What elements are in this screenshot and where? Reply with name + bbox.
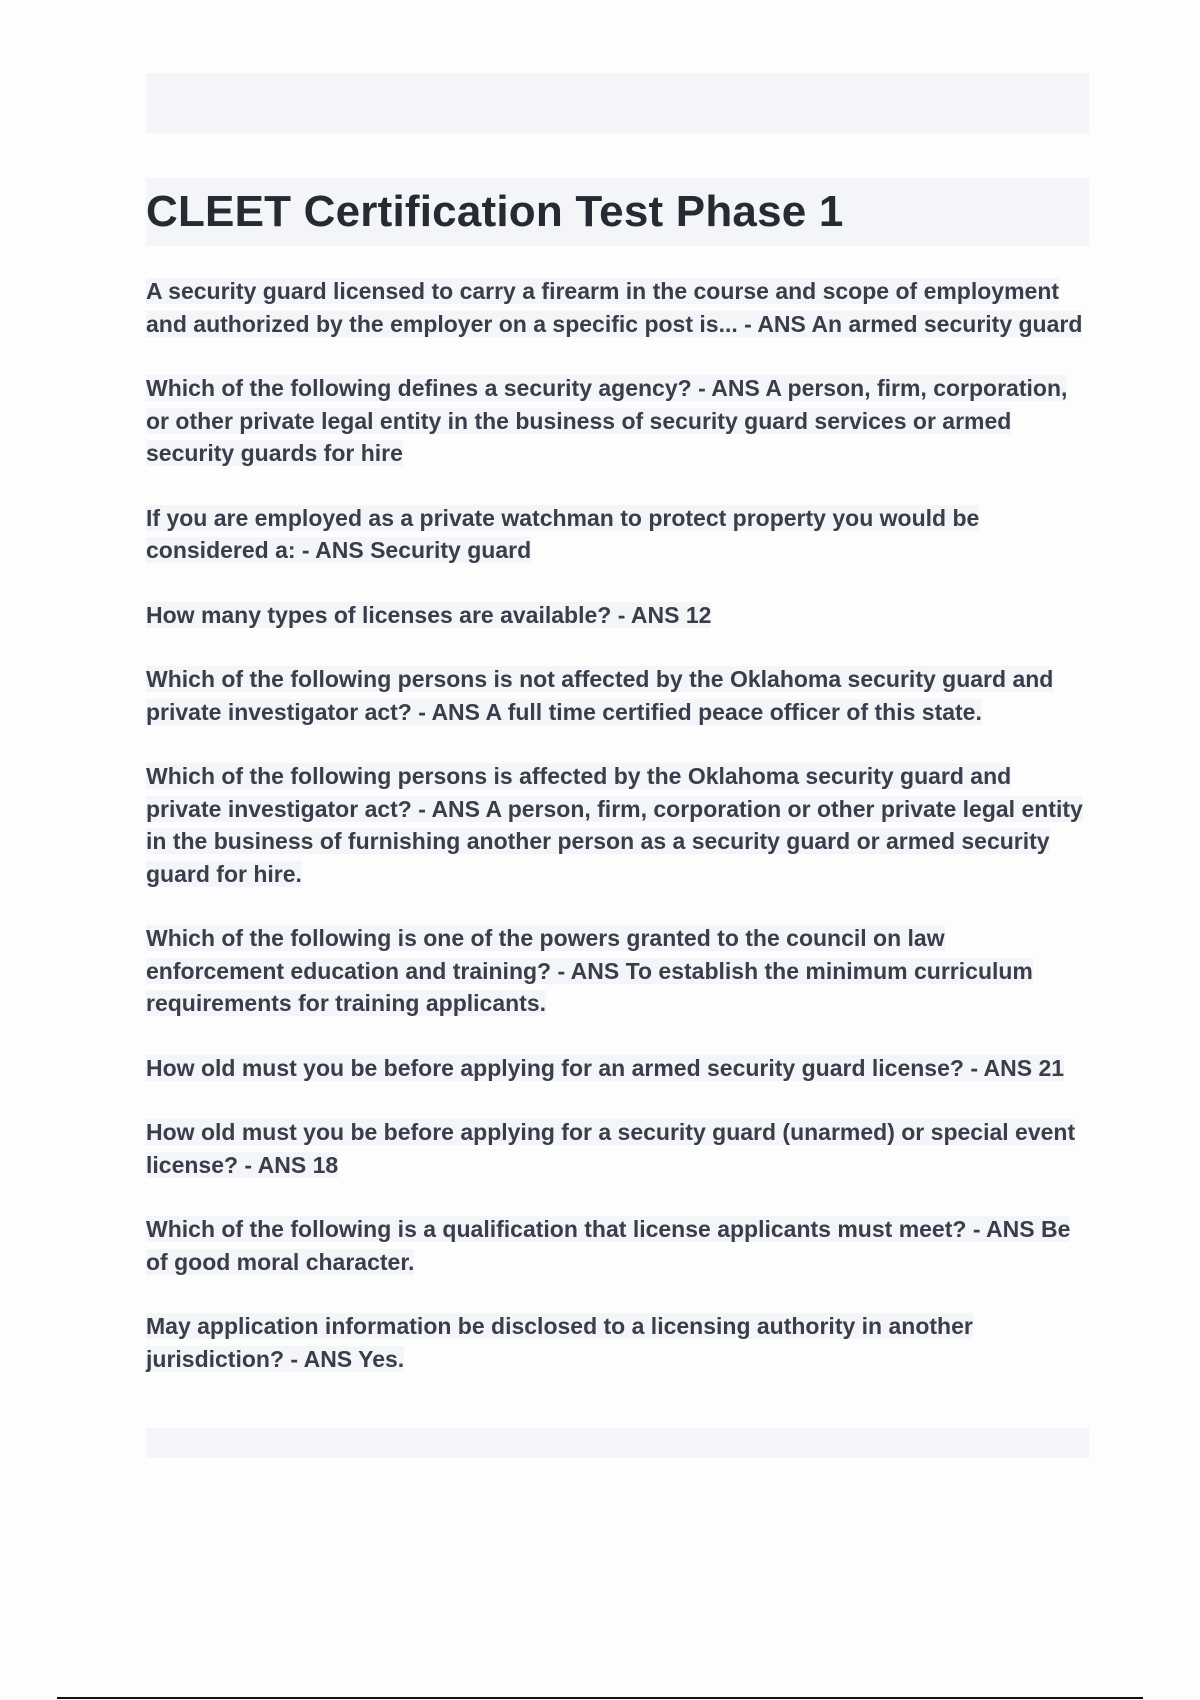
qa-text: Which of the following persons is affected by the Oklahoma security guard and private investigator act? - ANS A person, firm, corporation or other private legal entity in the business of furnishing another person as a security guard or armed security guard for hire. xyxy=(146,763,1083,887)
qa-text: Which of the following is a qualification that license applicants must meet? - ANS Be of good moral character. xyxy=(146,1216,1071,1275)
page-title: CLEET Certification Test Phase 1 xyxy=(146,187,844,236)
qa-item xyxy=(146,372,1089,470)
qa-item xyxy=(146,1310,1089,1375)
footer-band xyxy=(146,1428,1089,1458)
qa-text: How old must you be before applying for a security guard (unarmed) or special event license? - ANS 18 xyxy=(146,1119,1076,1178)
qa-item xyxy=(146,1116,1089,1181)
qa-item xyxy=(146,760,1089,890)
qa-item xyxy=(146,599,1089,632)
qa-list xyxy=(146,275,1089,1407)
qa-item xyxy=(146,922,1089,1020)
qa-text: How old must you be before applying for an armed security guard license? - ANS 21 xyxy=(146,1054,1065,1081)
qa-item xyxy=(146,275,1089,340)
qa-item xyxy=(146,502,1089,567)
footer-divider xyxy=(57,1697,1143,1699)
qa-text: Which of the following persons is not affected by the Oklahoma security guard and private investigator act? - ANS A full time certified peace officer of this state. xyxy=(146,666,1054,725)
qa-text: Which of the following defines a security agency? - ANS A person, firm, corporation, or other private legal entity in the business of security guard services or armed security guards for hire xyxy=(146,375,1068,466)
qa-text: Which of the following is one of the powers granted to the council on law enforcement education and training? - ANS To establish the minimum curriculum requirements for training applicants. xyxy=(146,925,1033,1016)
qa-text: If you are employed as a private watchman to protect property you would be considered a: - ANS Security guard xyxy=(146,504,980,563)
qa-text: A security guard licensed to carry a firearm in the course and scope of employment and authorized by the employer on a specific post is... - ANS An armed security guard xyxy=(146,278,1083,337)
qa-item xyxy=(146,1213,1089,1278)
qa-item xyxy=(146,663,1089,728)
qa-item xyxy=(146,1052,1089,1085)
header-band xyxy=(146,73,1089,133)
qa-text: How many types of licenses are available? - ANS 12 xyxy=(146,601,712,628)
qa-text: May application information be disclosed to a licensing authority in another jurisdiction? - ANS Yes. xyxy=(146,1313,973,1372)
